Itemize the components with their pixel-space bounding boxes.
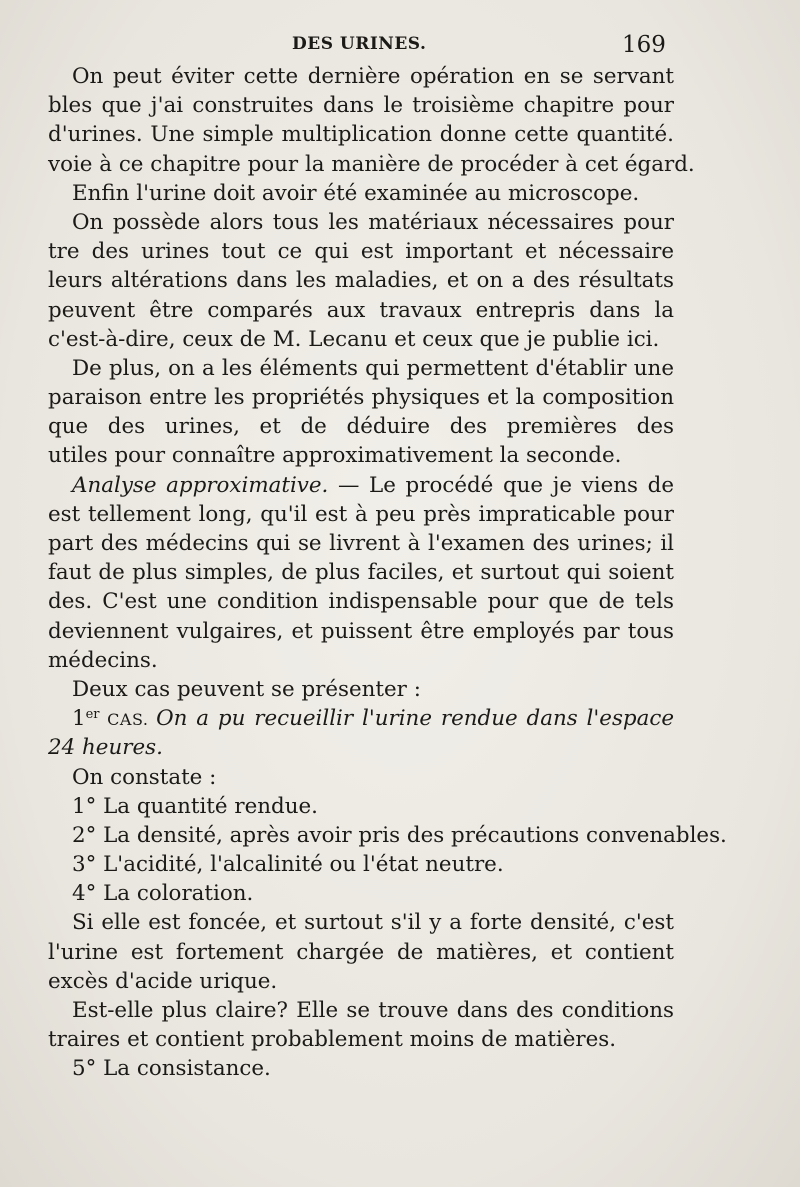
- case-title: On a pu recueillir l'urine rendue dans l'espace: [156, 706, 674, 732]
- text-line: On peut éviter cette dernière opération en se servant: [72, 64, 674, 89]
- text-line: On possède alors tous les matériaux nécessaires pour: [72, 209, 674, 235]
- text-line: faut de plus simples, de plus faciles, et surtout qui soient: [48, 560, 674, 586]
- list-item-5: [48, 1054, 674, 1083]
- text-line-part: bles que j'ai construites dans le troisième chapitre pour: [48, 93, 674, 119]
- paragraph-2: [48, 179, 674, 208]
- list-item: 5° La consistance.: [72, 1056, 271, 1082]
- text-line: que des urines, et de déduire des premières des: [48, 414, 674, 440]
- text-line: De plus, on a les éléments qui permettent d'établir une: [72, 355, 674, 381]
- text-line: médecins.: [48, 647, 158, 673]
- text-line: leurs altérations dans les maladies, et on a des résultats: [48, 268, 674, 294]
- text-line: [48, 733, 674, 762]
- text-line: Si elle est foncée, et surtout s'il y a forte densité, c'est: [72, 910, 674, 936]
- text-line: [48, 704, 674, 733]
- text-line: Enfin l'urine doit avoir été examinée au microscope.: [72, 180, 640, 206]
- numbered-list: [48, 792, 727, 909]
- text-line: des. C'est une condition indispensable pour que de tels: [48, 589, 674, 615]
- page-number: 169: [622, 32, 666, 58]
- text-line: Est-elle plus claire? Elle se trouve dans des conditions: [72, 998, 674, 1023]
- text-line: d'urines. Une simple multiplication donne cette quantité.: [48, 122, 674, 148]
- text-line: c'est-à-dire, ceux de M. Lecanu et ceux que je publie ici.: [48, 326, 660, 352]
- case-ordinal: er: [85, 707, 100, 723]
- running-title: DES URINES.: [292, 34, 427, 54]
- text-line: peuvent être comparés aux travaux entrepris dans la: [48, 297, 674, 323]
- text-line: [48, 471, 674, 500]
- text-line: est tellement long, qu'il est à peu près impraticable pour: [48, 501, 674, 527]
- text-line: Deux cas peuvent se présenter :: [72, 676, 421, 702]
- text-line: part des médecins qui se livrent à l'examen des urines; il: [48, 531, 674, 556]
- paragraph-9: [48, 996, 674, 1054]
- paragraph-6: [48, 675, 674, 704]
- text-line: On constate :: [72, 764, 217, 790]
- text-line: deviennent vulgaires, et puissent être employés par tous: [48, 618, 674, 644]
- list-item: 4° La coloration.: [72, 881, 254, 907]
- body-text: [48, 62, 727, 1084]
- text-line: l'urine est fortement chargée de matières, et contient: [48, 939, 674, 965]
- case-1: [48, 704, 674, 762]
- case-number: 1: [72, 706, 86, 732]
- text-line: voie à ce chapitre pour la manière de procéder à cet égard.: [48, 151, 695, 177]
- text-line: traires et contient probablement moins de matières.: [48, 1027, 617, 1053]
- paragraph-7: [48, 763, 674, 792]
- paragraph-3: [48, 208, 674, 354]
- text-line: utiles pour connaître approximativement la seconde.: [48, 443, 622, 469]
- paragraph-5: [48, 471, 674, 675]
- list-item: 2° La densité, après avoir pris des précautions convenables.: [72, 822, 727, 848]
- list-item: 3° L'acidité, l'alcalinité ou l'état neutre.: [72, 852, 504, 878]
- text-line: tre des urines tout ce qui est important et nécessaire: [48, 239, 674, 265]
- page-header: [0, 30, 800, 60]
- text-line: paraison entre les propriétés physiques et la composition: [48, 385, 674, 411]
- text-line-part: — Le procédé que je viens de: [338, 472, 674, 498]
- case-title-cont: 24 heures.: [48, 735, 163, 761]
- text-line: excès d'acide urique.: [48, 968, 278, 994]
- paragraph-4: [48, 354, 674, 471]
- paragraph-8: [48, 908, 674, 996]
- case-label: CAS.: [99, 710, 157, 730]
- section-title: Analyse approximative.: [72, 472, 329, 498]
- list-item: 1° La quantité rendue.: [72, 793, 318, 819]
- paragraph-1: [48, 62, 695, 179]
- text-line: [48, 91, 674, 120]
